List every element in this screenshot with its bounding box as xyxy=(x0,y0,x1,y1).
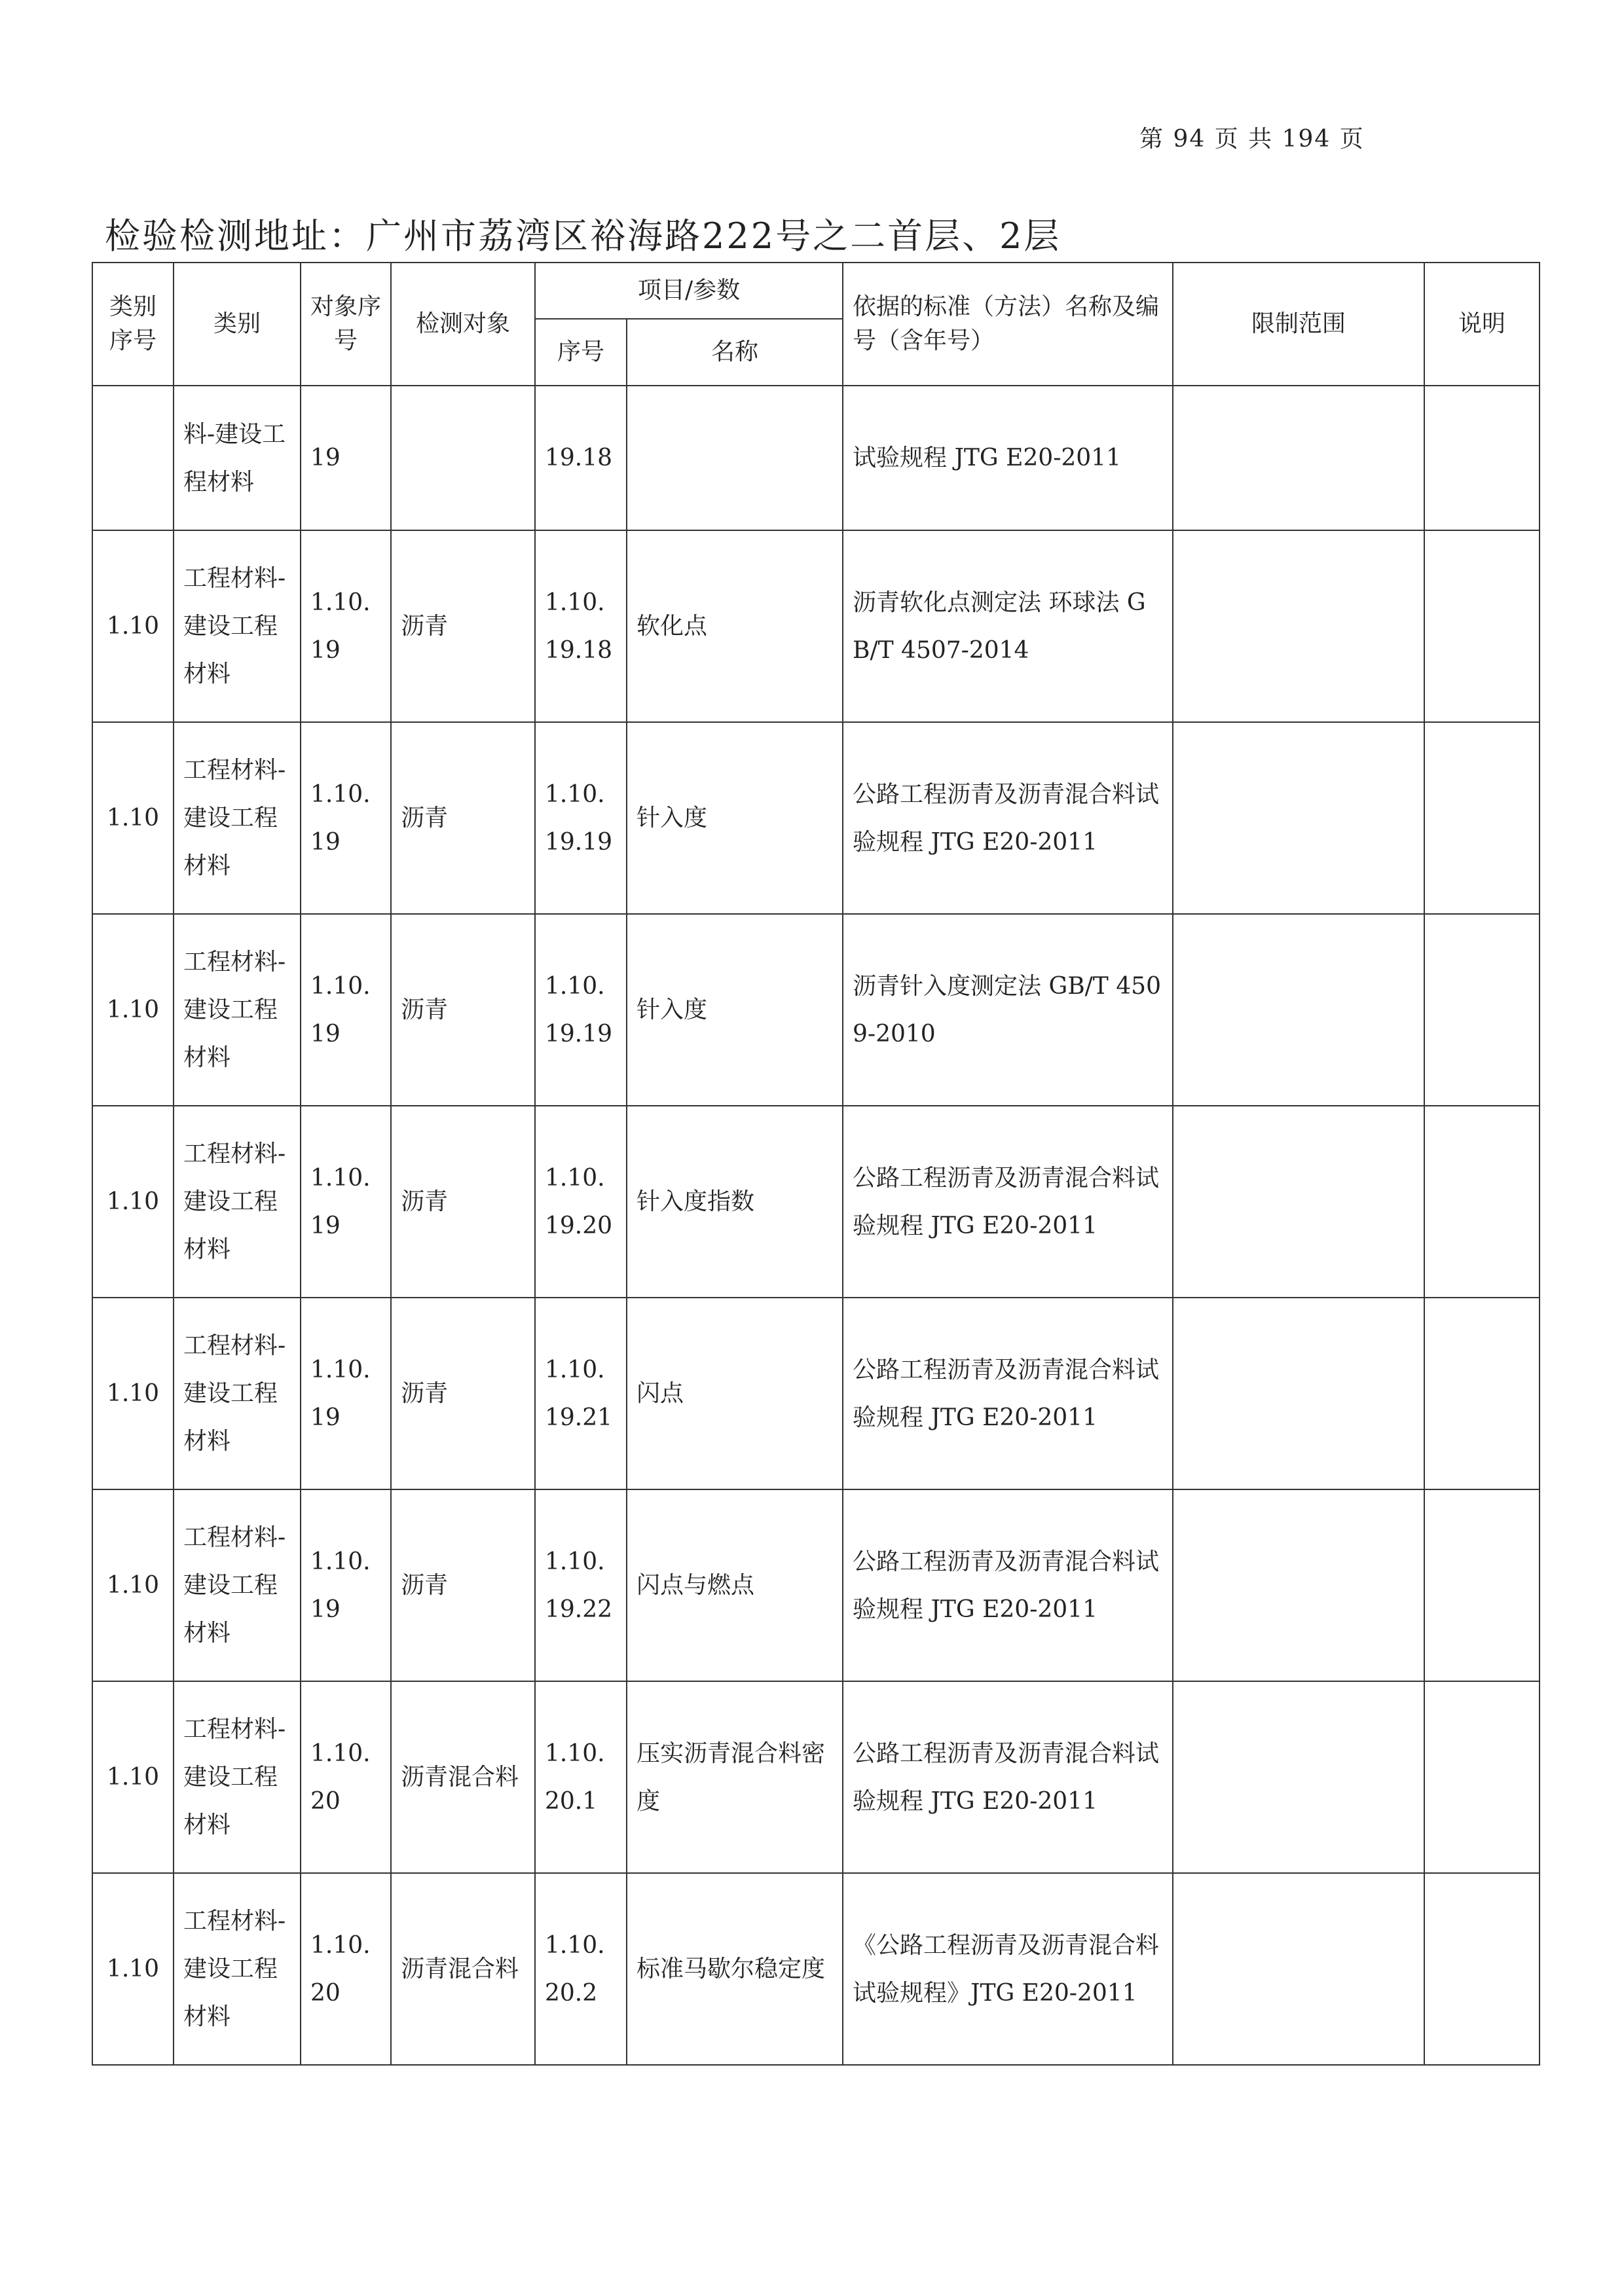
cell-note xyxy=(1424,1298,1540,1489)
cell-note xyxy=(1424,530,1540,722)
cell-object xyxy=(391,386,535,530)
cell-standard: 公路工程沥青及沥青混合料试验规程 JTG E20-2011 xyxy=(843,1681,1173,1873)
cell-standard: 沥青针入度测定法 GB/T 4509-2010 xyxy=(843,914,1173,1106)
table-row xyxy=(92,1489,1540,1681)
cell-category: 工程材料-建设工程材料 xyxy=(174,1298,301,1489)
cell-limit xyxy=(1173,1298,1424,1489)
cell-obj-seq: 1.10.19 xyxy=(301,722,391,914)
cell-obj-seq: 1.10.19 xyxy=(301,1106,391,1298)
table-row xyxy=(92,914,1540,1106)
cell-seq: 1.10.20.1 xyxy=(535,1681,627,1873)
header-note: 说明 xyxy=(1424,263,1540,386)
cell-obj-seq: 1.10.19 xyxy=(301,1298,391,1489)
header-standard: 依据的标准（方法）名称及编号（含年号） xyxy=(843,263,1173,386)
cell-cat-seq: 1.10 xyxy=(92,1681,174,1873)
cell-note xyxy=(1424,1681,1540,1873)
cell-category: 料-建设工程材料 xyxy=(174,386,301,530)
cell-limit xyxy=(1173,386,1424,530)
cell-note xyxy=(1424,1489,1540,1681)
cell-cat-seq: 1.10 xyxy=(92,914,174,1106)
table-row xyxy=(92,722,1540,914)
cell-category: 工程材料-建设工程材料 xyxy=(174,1489,301,1681)
cell-name: 针入度 xyxy=(627,914,843,1106)
cell-seq: 19.18 xyxy=(535,386,627,530)
cell-standard: 沥青软化点测定法 环球法 GB/T 4507-2014 xyxy=(843,530,1173,722)
cell-obj-seq: 1.10.19 xyxy=(301,530,391,722)
table-row xyxy=(92,1106,1540,1298)
cell-category: 工程材料-建设工程材料 xyxy=(174,1873,301,2065)
cell-category: 工程材料-建设工程材料 xyxy=(174,530,301,722)
table-row xyxy=(92,530,1540,722)
cell-cat-seq: 1.10 xyxy=(92,1298,174,1489)
cell-limit xyxy=(1173,1873,1424,2065)
cell-seq: 1.10.20.2 xyxy=(535,1873,627,2065)
cell-limit xyxy=(1173,1106,1424,1298)
cell-obj-seq: 19 xyxy=(301,386,391,530)
table-row xyxy=(92,1681,1540,1873)
test-address-heading: 检验检测地址：广州市荔湾区裕海路222号之二首层、2层 xyxy=(105,215,1061,257)
cell-seq: 1.10.19.22 xyxy=(535,1489,627,1681)
cell-limit xyxy=(1173,722,1424,914)
cell-standard: 公路工程沥青及沥青混合料试验规程 JTG E20-2011 xyxy=(843,1489,1173,1681)
header-obj-seq: 对象序号 xyxy=(301,263,391,386)
cell-standard: 公路工程沥青及沥青混合料试验规程 JTG E20-2011 xyxy=(843,1298,1173,1489)
header-cat-seq: 类别序号 xyxy=(92,263,174,386)
cell-name: 软化点 xyxy=(627,530,843,722)
cell-name: 闪点与燃点 xyxy=(627,1489,843,1681)
cell-standard: 公路工程沥青及沥青混合料试验规程 JTG E20-2011 xyxy=(843,722,1173,914)
cell-note xyxy=(1424,1873,1540,2065)
cell-name: 针入度 xyxy=(627,722,843,914)
cell-category: 工程材料-建设工程材料 xyxy=(174,1106,301,1298)
cell-note xyxy=(1424,722,1540,914)
cell-seq: 1.10.19.18 xyxy=(535,530,627,722)
cell-object: 沥青 xyxy=(391,914,535,1106)
cell-name: 闪点 xyxy=(627,1298,843,1489)
cell-object: 沥青 xyxy=(391,1106,535,1298)
cell-cat-seq: 1.10 xyxy=(92,722,174,914)
page-number: 第 94 页 共 194 页 xyxy=(1139,126,1365,153)
cell-seq: 1.10.19.19 xyxy=(535,914,627,1106)
cell-seq: 1.10.19.20 xyxy=(535,1106,627,1298)
cell-limit xyxy=(1173,914,1424,1106)
cell-object: 沥青 xyxy=(391,722,535,914)
cell-standard: 试验规程 JTG E20-2011 xyxy=(843,386,1173,530)
cell-name: 标准马歇尔稳定度 xyxy=(627,1873,843,2065)
cell-note xyxy=(1424,914,1540,1106)
cell-limit xyxy=(1173,1489,1424,1681)
cell-note xyxy=(1424,1106,1540,1298)
cell-name: 针入度指数 xyxy=(627,1106,843,1298)
table-row xyxy=(92,386,1540,530)
header-seq: 序号 xyxy=(535,319,627,386)
cell-obj-seq: 1.10.20 xyxy=(301,1873,391,2065)
cell-category: 工程材料-建设工程材料 xyxy=(174,722,301,914)
header-object: 检测对象 xyxy=(391,263,535,386)
cell-standard: 《公路工程沥青及沥青混合料试验规程》JTG E20-2011 xyxy=(843,1873,1173,2065)
table-row xyxy=(92,1873,1540,2065)
cell-seq: 1.10.19.21 xyxy=(535,1298,627,1489)
cell-note xyxy=(1424,386,1540,530)
cell-standard: 公路工程沥青及沥青混合料试验规程 JTG E20-2011 xyxy=(843,1106,1173,1298)
accreditation-table xyxy=(92,262,1540,2066)
cell-obj-seq: 1.10.19 xyxy=(301,914,391,1106)
cell-limit xyxy=(1173,1681,1424,1873)
cell-name xyxy=(627,386,843,530)
cell-seq: 1.10.19.19 xyxy=(535,722,627,914)
cell-object: 沥青 xyxy=(391,530,535,722)
cell-category: 工程材料-建设工程材料 xyxy=(174,914,301,1106)
header-name: 名称 xyxy=(627,319,843,386)
header-category: 类别 xyxy=(174,263,301,386)
cell-category: 工程材料-建设工程材料 xyxy=(174,1681,301,1873)
cell-cat-seq xyxy=(92,386,174,530)
cell-object: 沥青混合料 xyxy=(391,1681,535,1873)
cell-cat-seq: 1.10 xyxy=(92,1489,174,1681)
header-limit: 限制范围 xyxy=(1173,263,1424,386)
cell-cat-seq: 1.10 xyxy=(92,530,174,722)
header-item-param: 项目/参数 xyxy=(535,263,843,319)
cell-object: 沥青混合料 xyxy=(391,1873,535,2065)
cell-obj-seq: 1.10.19 xyxy=(301,1489,391,1681)
cell-name: 压实沥青混合料密度 xyxy=(627,1681,843,1873)
cell-cat-seq: 1.10 xyxy=(92,1106,174,1298)
cell-obj-seq: 1.10.20 xyxy=(301,1681,391,1873)
cell-object: 沥青 xyxy=(391,1489,535,1681)
cell-object: 沥青 xyxy=(391,1298,535,1489)
table-row xyxy=(92,1298,1540,1489)
cell-limit xyxy=(1173,530,1424,722)
cell-cat-seq: 1.10 xyxy=(92,1873,174,2065)
